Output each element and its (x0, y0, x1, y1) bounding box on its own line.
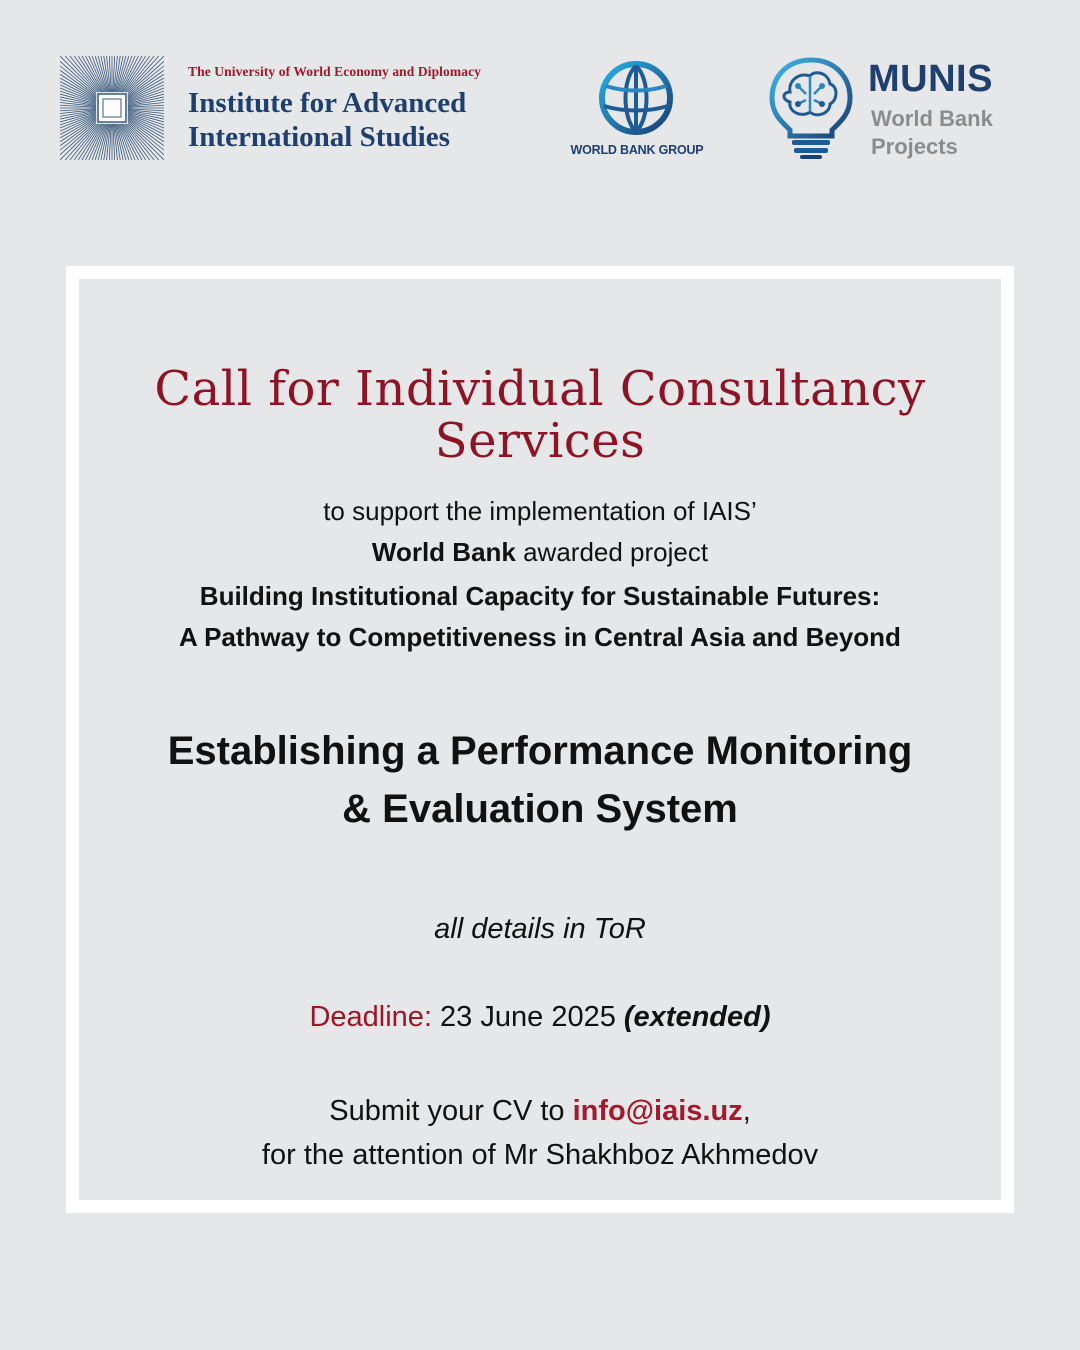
intro-line1: to support the implementation of IAIS’ (323, 496, 757, 526)
deadline-label: Deadline: (309, 1001, 432, 1033)
munis-lightbulb-brain-icon (768, 56, 854, 160)
institute-name-line2: International Studies (188, 121, 450, 153)
world-bank-globe-icon (596, 58, 676, 138)
consultancy-topic (79, 722, 1001, 838)
deadline (79, 1001, 1001, 1034)
submit-line (79, 1089, 1001, 1133)
sunburst-ray (118, 56, 132, 92)
submission-instructions (79, 1089, 1001, 1177)
sunburst-ray (92, 124, 106, 160)
project-title (79, 576, 1001, 658)
sunburst-ray (128, 114, 164, 128)
announcement-frame (66, 266, 1014, 1213)
deadline-date: 23 June 2025 (432, 1001, 624, 1033)
call-title-line2: Services (434, 413, 646, 469)
call-title (79, 363, 1001, 467)
sunburst-ray (92, 56, 106, 92)
submit-prefix: Submit your CV to (329, 1095, 573, 1127)
iais-sunburst-emblem (60, 56, 164, 160)
topic-line1: Establishing a Performance Monitoring (167, 729, 913, 773)
sunburst-ray (60, 88, 96, 102)
munis-subtitle-line1: World Bank (871, 106, 993, 131)
iais-logo-text (188, 64, 481, 154)
sunburst-ray (118, 124, 132, 160)
world-bank-emphasis: World Bank (371, 537, 516, 567)
deadline-extended-note: (extended) (623, 1001, 771, 1033)
project-title-line2: A Pathway to Competitiveness in Central Asia and Beyond (179, 622, 901, 652)
call-title-line1: Call for Individual Consultancy (154, 361, 926, 417)
munis-title: MUNIS (868, 58, 993, 100)
submit-email-link[interactable]: info@iais.uz (572, 1095, 743, 1127)
institute-name-line1: Institute for Advanced (188, 87, 467, 119)
submit-comma: , (742, 1095, 751, 1127)
intro-line2 (79, 532, 1001, 573)
sunburst-ray (128, 88, 164, 102)
intro-line2-rest: awarded project (515, 537, 709, 567)
attention-line: for the attention of Mr Shakhboz Akhmedov (261, 1139, 819, 1171)
intro-text (79, 491, 1001, 573)
topic-line2: & Evaluation System (342, 787, 738, 831)
announcement-panel (79, 279, 1001, 1200)
institute-name (188, 86, 481, 154)
university-name: The University of World Economy and Diplomacy (188, 64, 482, 79)
munis-subtitle (871, 105, 993, 161)
sunburst-ray (60, 114, 96, 128)
munis-subtitle-line2: Projects (871, 134, 958, 159)
tor-note: all details in ToR (434, 913, 646, 945)
project-title-line1: Building Institutional Capacity for Sustainable Futures: (199, 581, 881, 611)
world-bank-group-label: WORLD BANK GROUP (570, 143, 704, 157)
